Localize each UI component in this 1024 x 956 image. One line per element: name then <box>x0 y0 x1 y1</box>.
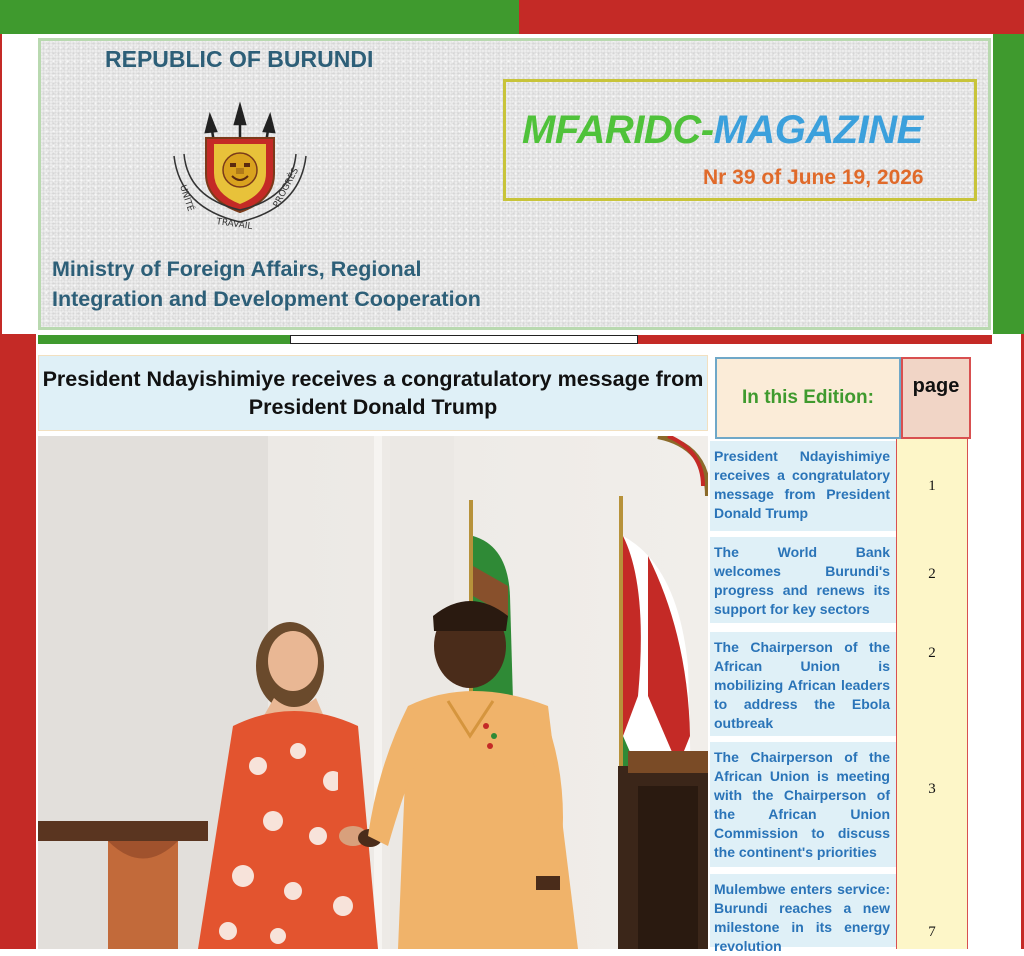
magazine-title <box>522 108 923 153</box>
in-this-edition-label: In this Edition: <box>742 387 874 408</box>
headline-box <box>38 355 708 431</box>
left-red-bar <box>0 334 36 949</box>
top-red-bar <box>519 0 1024 34</box>
toc-item[interactable]: Mulembwe enters service: Burundi reaches a new milestone in its energy revolution <box>710 874 896 949</box>
toc-page-number: 3 <box>896 691 968 887</box>
divider-white <box>290 335 638 344</box>
right-green-bar <box>993 34 1024 334</box>
svg-text:TRAVAIL: TRAVAIL <box>215 217 253 233</box>
country-title: REPUBLIC OF BURUNDI <box>105 46 374 72</box>
top-green-bar <box>0 0 519 34</box>
burundi-coat-of-arms-icon <box>160 100 320 240</box>
magazine-title-part2: MAGAZINE <box>713 108 923 152</box>
article-headline: President Ndayishimiye receives a congratulatory message from President Donald Trump <box>42 367 704 419</box>
toc-page-number: 1 <box>896 439 968 533</box>
toc-item[interactable]: The Chairperson of the African Union is meeting with the Chairperson of the African Union Commission to discuss the continent's priorities <box>710 742 896 869</box>
magazine-title-part1: MFARIDC- <box>522 108 714 152</box>
divider-green <box>38 335 290 344</box>
ministry-name: Ministry of Foreign Affairs, Regional Integration and Development Cooperation <box>52 257 481 311</box>
page-column-label: page <box>912 375 960 397</box>
page-column-header <box>901 357 971 439</box>
toc-item[interactable]: The World Bank welcomes Burundi's progress and renews its support for key sectors <box>710 537 896 625</box>
top-right-red-edge <box>1016 0 1024 34</box>
divider-red <box>638 335 992 344</box>
in-this-edition-header <box>715 357 901 439</box>
issue-number: Nr 39 of June 19, 2026 <box>703 166 924 189</box>
article-photo <box>38 436 708 949</box>
toc-item[interactable]: The Chairperson of the African Union is mobilizing African leaders to address the Ebola outbreak <box>710 632 896 738</box>
toc-page-number: 7 <box>896 887 968 949</box>
svg-text:UNITÉ: UNITÉ <box>177 183 196 213</box>
toc-page-number: 2 <box>896 533 968 615</box>
toc-item[interactable]: President Ndayishimiye receives a congratulatory message from President Donald Trump <box>710 441 896 533</box>
left-red-line <box>0 34 2 334</box>
toc-page-number: 2 <box>896 615 968 691</box>
svg-text:PROGRÈS: PROGRÈS <box>271 166 302 210</box>
